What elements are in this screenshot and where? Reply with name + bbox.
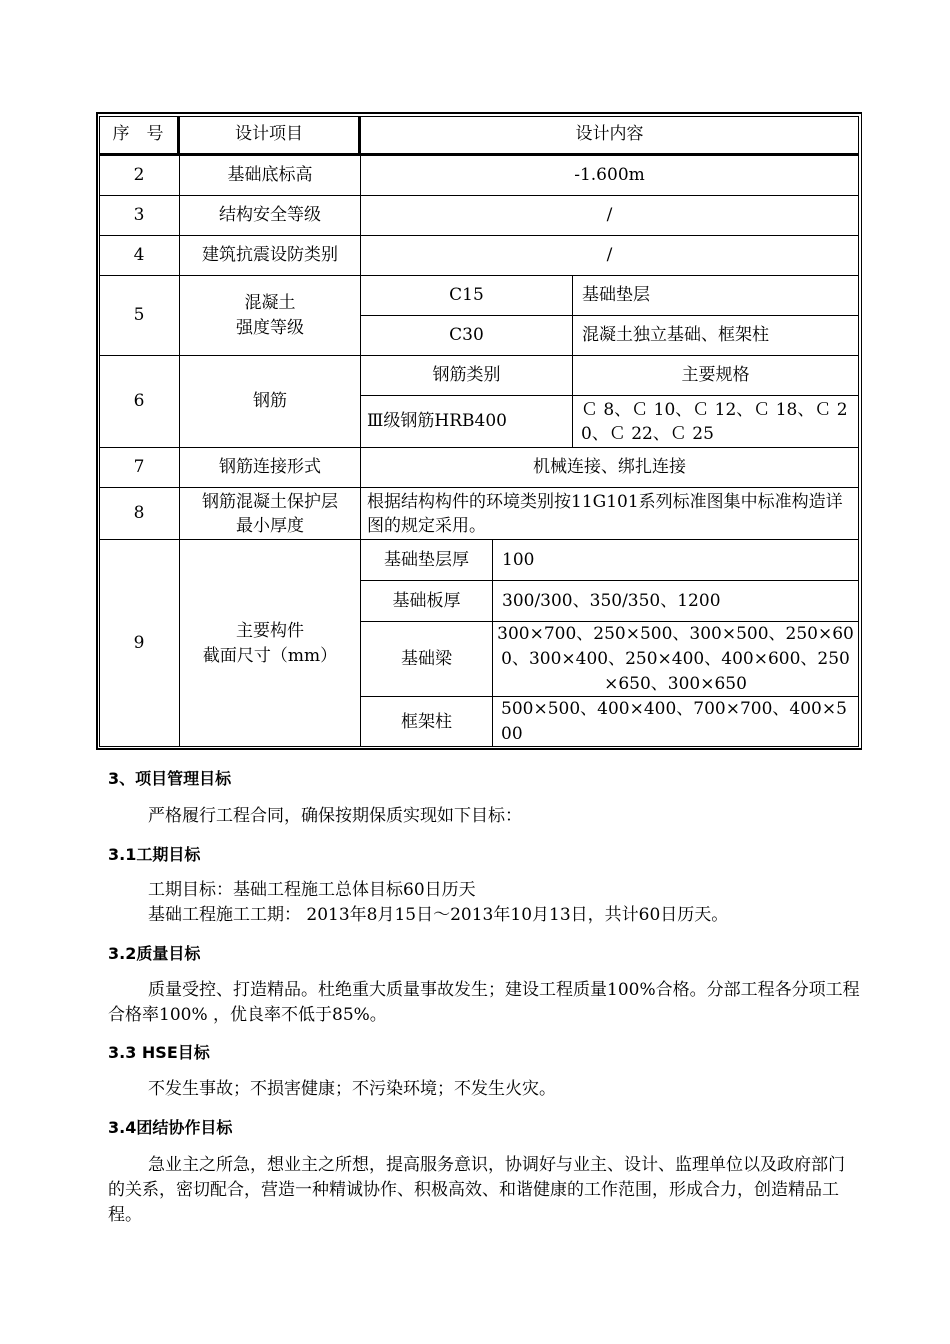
heading-project-goals: 3、项目管理目标 [108,769,232,788]
member-value-beam: 300×700、250×500、300×500、250×600、300×400、250×400、400×600、250×650、300×650 [493,622,859,697]
member-label-slab: 基础板厚 [361,581,493,622]
member-value-cushion: 100 [493,540,859,581]
row-7-item: 钢筋连接形式 [180,448,361,488]
row-5-item: 混凝土 强度等级 [180,276,361,356]
row-4-value: / [361,236,859,276]
row-7-value: 机械连接、绑扎连接 [361,448,859,488]
rebar-spec: Ｃ 8、Ｃ 10、Ｃ 12、Ｃ 18、Ｃ 20、Ｃ 22、Ｃ 25 [573,396,859,448]
schedule-goal-line-2: 基础工程施工工期： 2013年8月15日～2013年10月13日，共计60日历天。 [148,905,729,925]
row-9-no: 9 [99,540,180,747]
row-2-value: -1.600m [361,156,859,196]
header-item: 设计项目 [180,116,361,156]
row-4-item: 建筑抗震设防类别 [180,236,361,276]
rebar-type: Ⅲ级钢筋HRB400 [361,396,573,448]
member-label-cushion: 基础垫层厚 [361,540,493,581]
concrete-use-c15: 基础垫层 [573,276,859,316]
row-2-item: 基础底标高 [180,156,361,196]
row-5-no: 5 [99,276,180,356]
design-parameters-table [96,112,862,750]
member-label-beam: 基础梁 [361,622,493,697]
row-7-no: 7 [99,448,180,488]
row-3-no: 3 [99,196,180,236]
concrete-grade-c30: C30 [361,316,573,356]
row-4-no: 4 [99,236,180,276]
row-8-no: 8 [99,488,180,540]
concrete-grade-c15: C15 [361,276,573,316]
cooperation-goal-text: 急业主之所急，想业主之所想，提高服务意识，协调好与业主、设计、监理单位以及政府部门的关系，密切配合，营造一种精诚协作、积极高效、和谐健康的工作范围，形成合力，创造精品工程。 [108,1155,845,1225]
member-value-slab: 300/300、350/350、1200 [493,581,859,622]
row-8-value: 根据结构构件的环境类别按11G101系列标准图集中标准构造详图的规定采用。 [361,488,859,540]
heading-quality-goal: 3.2质量目标 [108,944,201,963]
project-goals-text: 严格履行工程合同，确保按期保质实现如下目标： [148,806,522,826]
rebar-spec-header: 主要规格 [573,356,859,396]
rebar-type-header: 钢筋类别 [361,356,573,396]
heading-hse-goal: 3.3 HSE目标 [108,1043,210,1062]
member-value-column: 500×500、400×400、700×700、400×500 [493,697,859,747]
row-2-no: 2 [99,156,180,196]
row-3-value: / [361,196,859,236]
heading-cooperation-goal: 3.4团结协作目标 [108,1118,233,1137]
row-8-item: 钢筋混凝土保护层 最小厚度 [180,488,361,540]
concrete-use-c30: 混凝土独立基础、框架柱 [573,316,859,356]
header-content: 设计内容 [361,116,859,156]
heading-schedule-goal: 3.1工期目标 [108,845,201,864]
row-6-item: 钢筋 [180,356,361,448]
header-no: 序 号 [99,116,180,156]
hse-goal-text: 不发生事故；不损害健康；不污染环境；不发生火灾。 [148,1079,556,1099]
schedule-goal-line-1: 工期目标：基础工程施工总体目标60日历天 [148,880,476,900]
member-label-column: 框架柱 [361,697,493,747]
row-9-item: 主要构件 截面尺寸（mm） [180,540,361,747]
row-6-no: 6 [99,356,180,448]
row-3-item: 结构安全等级 [180,196,361,236]
quality-goal-text: 质量受控、打造精品。杜绝重大质量事故发生；建设工程质量100%合格。分部工程各分项工程合格率100% ，优良率不低于85%。 [108,980,860,1025]
